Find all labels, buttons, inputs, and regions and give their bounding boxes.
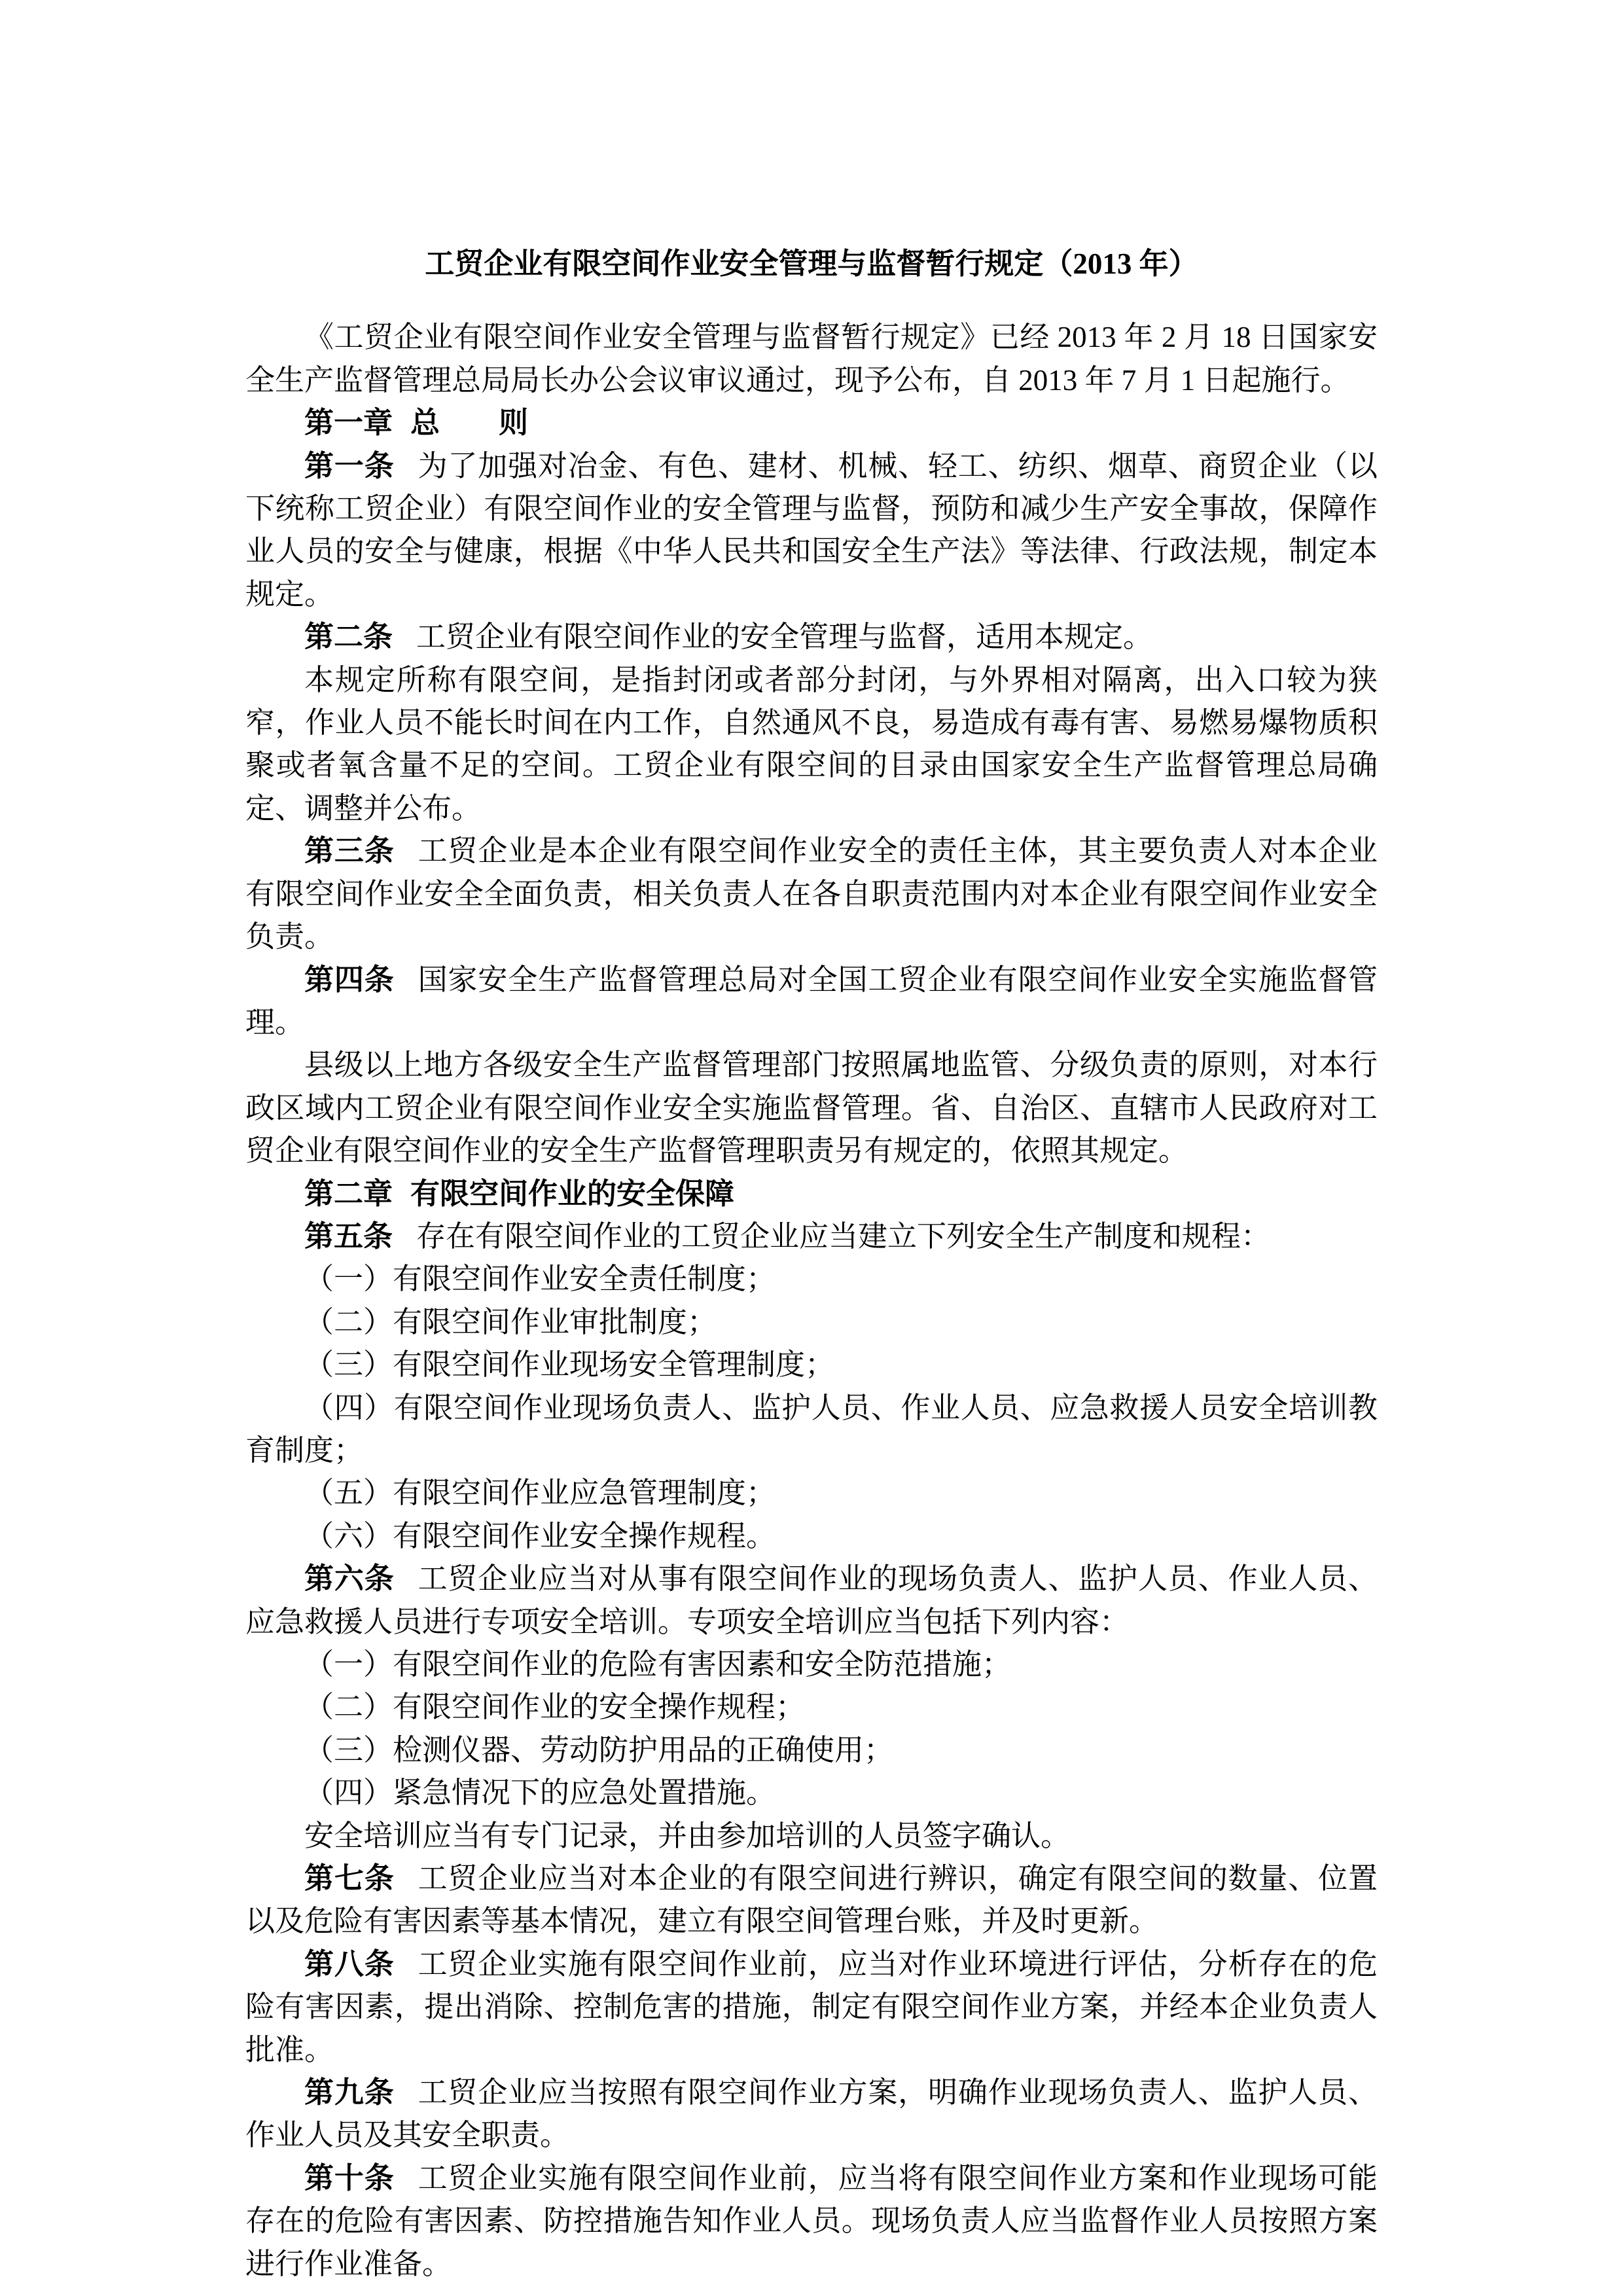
chapter-number: 第二章 bbox=[304, 1177, 393, 1210]
list-item-paragraph bbox=[245, 1258, 1378, 1300]
paragraph-text: （三）有限空间作业现场安全管理制度； bbox=[304, 1348, 835, 1382]
article-paragraph bbox=[245, 1857, 1378, 1943]
article-number: 第一条 bbox=[304, 449, 395, 482]
paragraph-text: 工贸企业应当对从事有限空间作业的现场负责人、监护人员、作业人员、应急救援人员进行专项安全培训。专项安全培训应当包括下列内容： bbox=[245, 1562, 1378, 1638]
chapter-number: 第一章 bbox=[304, 406, 393, 440]
article-number: 第六条 bbox=[304, 1562, 395, 1596]
article-number: 第九条 bbox=[304, 2076, 395, 2109]
paragraph-text: （一）有限空间作业安全责任制度； bbox=[304, 1263, 776, 1296]
chapter-heading bbox=[245, 402, 1378, 444]
article-paragraph bbox=[245, 959, 1378, 1045]
article-paragraph bbox=[245, 445, 1378, 617]
article-paragraph bbox=[245, 1943, 1378, 2072]
paragraph-text: 有限空间作业的安全保障 bbox=[410, 1177, 735, 1210]
paragraph-text: （三）检测仪器、劳动防护用品的正确使用； bbox=[304, 1733, 894, 1767]
paragraph-text: 工贸企业实施有限空间作业前，应当对作业环境进行评估，分析存在的危险有害因素，提出消除、控制危害的措施，制定有限空间作业方案，并经本企业负责人批准。 bbox=[245, 1947, 1378, 2066]
list-item-paragraph bbox=[245, 1387, 1378, 1473]
paragraph-text: 总 则 bbox=[410, 406, 529, 440]
article-paragraph bbox=[245, 830, 1378, 958]
article-paragraph bbox=[245, 616, 1378, 658]
paragraph-text: 国家安全生产监督管理总局对全国工贸企业有限空间作业安全实施监督管理。 bbox=[245, 963, 1378, 1039]
paragraph-text: 工贸企业是本企业有限空间作业安全的责任主体，其主要负责人对本企业有限空间作业安全全面负责，相关负责人在各自职责范围内对本企业有限空间作业安全负责。 bbox=[245, 834, 1378, 954]
paragraph-text: 本规定所称有限空间，是指封闭或者部分封闭，与外界相对隔离，出入口较为狭窄，作业人员不能长时间在内工作，自然通风不良，易造成有毒有害、易燃易爆物质积聚或者氧含量不足的空间。工贸企业有限空间的目录由国家安全生产监督管理总局确定、调整并公布。 bbox=[245, 663, 1378, 825]
paragraph-text: （四）有限空间作业现场负责人、监护人员、作业人员、应急救援人员安全培训教育制度； bbox=[245, 1391, 1378, 1467]
paragraph-text: 工贸企业实施有限空间作业前，应当将有限空间作业方案和作业现场可能存在的危险有害因素、防控措施告知作业人员。现场负责人应当监督作业人员按照方案进行作业准备。 bbox=[245, 2161, 1378, 2280]
paragraph-text: （四）紧急情况下的应急处置措施。 bbox=[304, 1776, 776, 1810]
article-number: 第五条 bbox=[304, 1219, 393, 1253]
chapter-heading bbox=[245, 1173, 1378, 1215]
list-item-paragraph bbox=[245, 1344, 1378, 1386]
paragraph-text: 《工贸企业有限空间作业安全管理与监督暂行规定》已经 2013 年 2 月 18 日国家安全生产监督管理总局局长办公会议审议通过，现予公布，自 2013 年 7 月 1 日起施行。 bbox=[245, 321, 1378, 397]
list-item-paragraph bbox=[245, 1472, 1378, 1515]
paragraph-text: （六）有限空间作业安全操作规程。 bbox=[304, 1519, 776, 1552]
paragraph-text: 工贸企业应当对本企业的有限空间进行辨识，确定有限空间的数量、位置以及危险有害因素等基本情况，建立有限空间管理台账，并及时更新。 bbox=[245, 1862, 1378, 1938]
document-content bbox=[245, 243, 1378, 2286]
article-number: 第二条 bbox=[304, 620, 393, 654]
paragraph-text: 县级以上地方各级安全生产监督管理部门按照属地监管、分级负责的原则，对本行政区域内工贸企业有限空间作业安全实施监督管理。省、自治区、直辖市人民政府对工贸企业有限空间作业的安全生产监督管理职责另有规定的，依照其规定。 bbox=[245, 1049, 1378, 1168]
article-number: 第七条 bbox=[304, 1862, 395, 1895]
document-title: 工贸企业有限空间作业安全管理与监督暂行规定（2013 年） bbox=[425, 247, 1198, 280]
paragraph-text: （二）有限空间作业的安全操作规程； bbox=[304, 1691, 806, 1724]
list-item-paragraph bbox=[245, 1515, 1378, 1558]
paragraph-text: 安全培训应当有专门记录，并由参加培训的人员签字确认。 bbox=[304, 1819, 1071, 1852]
article-number: 第八条 bbox=[304, 1947, 395, 1981]
list-item-paragraph bbox=[245, 1772, 1378, 1814]
paragraph-text: （一）有限空间作业的危险有害因素和安全防范措施； bbox=[304, 1648, 1012, 1681]
article-number: 第十条 bbox=[304, 2161, 395, 2195]
document-body bbox=[245, 316, 1378, 2286]
list-item-paragraph bbox=[245, 1301, 1378, 1344]
paragraph-text: 为了加强对冶金、有色、建材、机械、轻工、纺织、烟草、商贸企业（以下统称工贸企业）有限空间作业的安全管理与监督，预防和减少生产安全事故，保障作业人员的安全与健康，根据《中华人民共和国安全生产法》等法律、行政法规，制定本规定。 bbox=[245, 449, 1378, 611]
paragraph-text: （五）有限空间作业应急管理制度； bbox=[304, 1477, 776, 1510]
article-paragraph bbox=[245, 2072, 1378, 2157]
body-paragraph bbox=[245, 1815, 1378, 1857]
article-paragraph bbox=[245, 2157, 1378, 2286]
article-number: 第四条 bbox=[304, 963, 395, 996]
paragraph-text: （二）有限空间作业审批制度； bbox=[304, 1305, 717, 1338]
paragraph-text: 工贸企业有限空间作业的安全管理与监督，适用本规定。 bbox=[416, 620, 1153, 654]
body-paragraph bbox=[245, 316, 1378, 402]
article-number: 第三条 bbox=[304, 834, 395, 868]
list-item-paragraph bbox=[245, 1729, 1378, 1772]
list-item-paragraph bbox=[245, 1686, 1378, 1729]
article-paragraph bbox=[245, 1215, 1378, 1258]
paragraph-text: 工贸企业应当按照有限空间作业方案，明确作业现场负责人、监护人员、作业人员及其安全职责。 bbox=[245, 2076, 1378, 2152]
list-item-paragraph bbox=[245, 1643, 1378, 1686]
article-paragraph bbox=[245, 1558, 1378, 1643]
paragraph-text: 存在有限空间作业的工贸企业应当建立下列安全生产制度和规程： bbox=[416, 1219, 1271, 1253]
body-paragraph bbox=[245, 1044, 1378, 1172]
body-paragraph bbox=[245, 659, 1378, 831]
